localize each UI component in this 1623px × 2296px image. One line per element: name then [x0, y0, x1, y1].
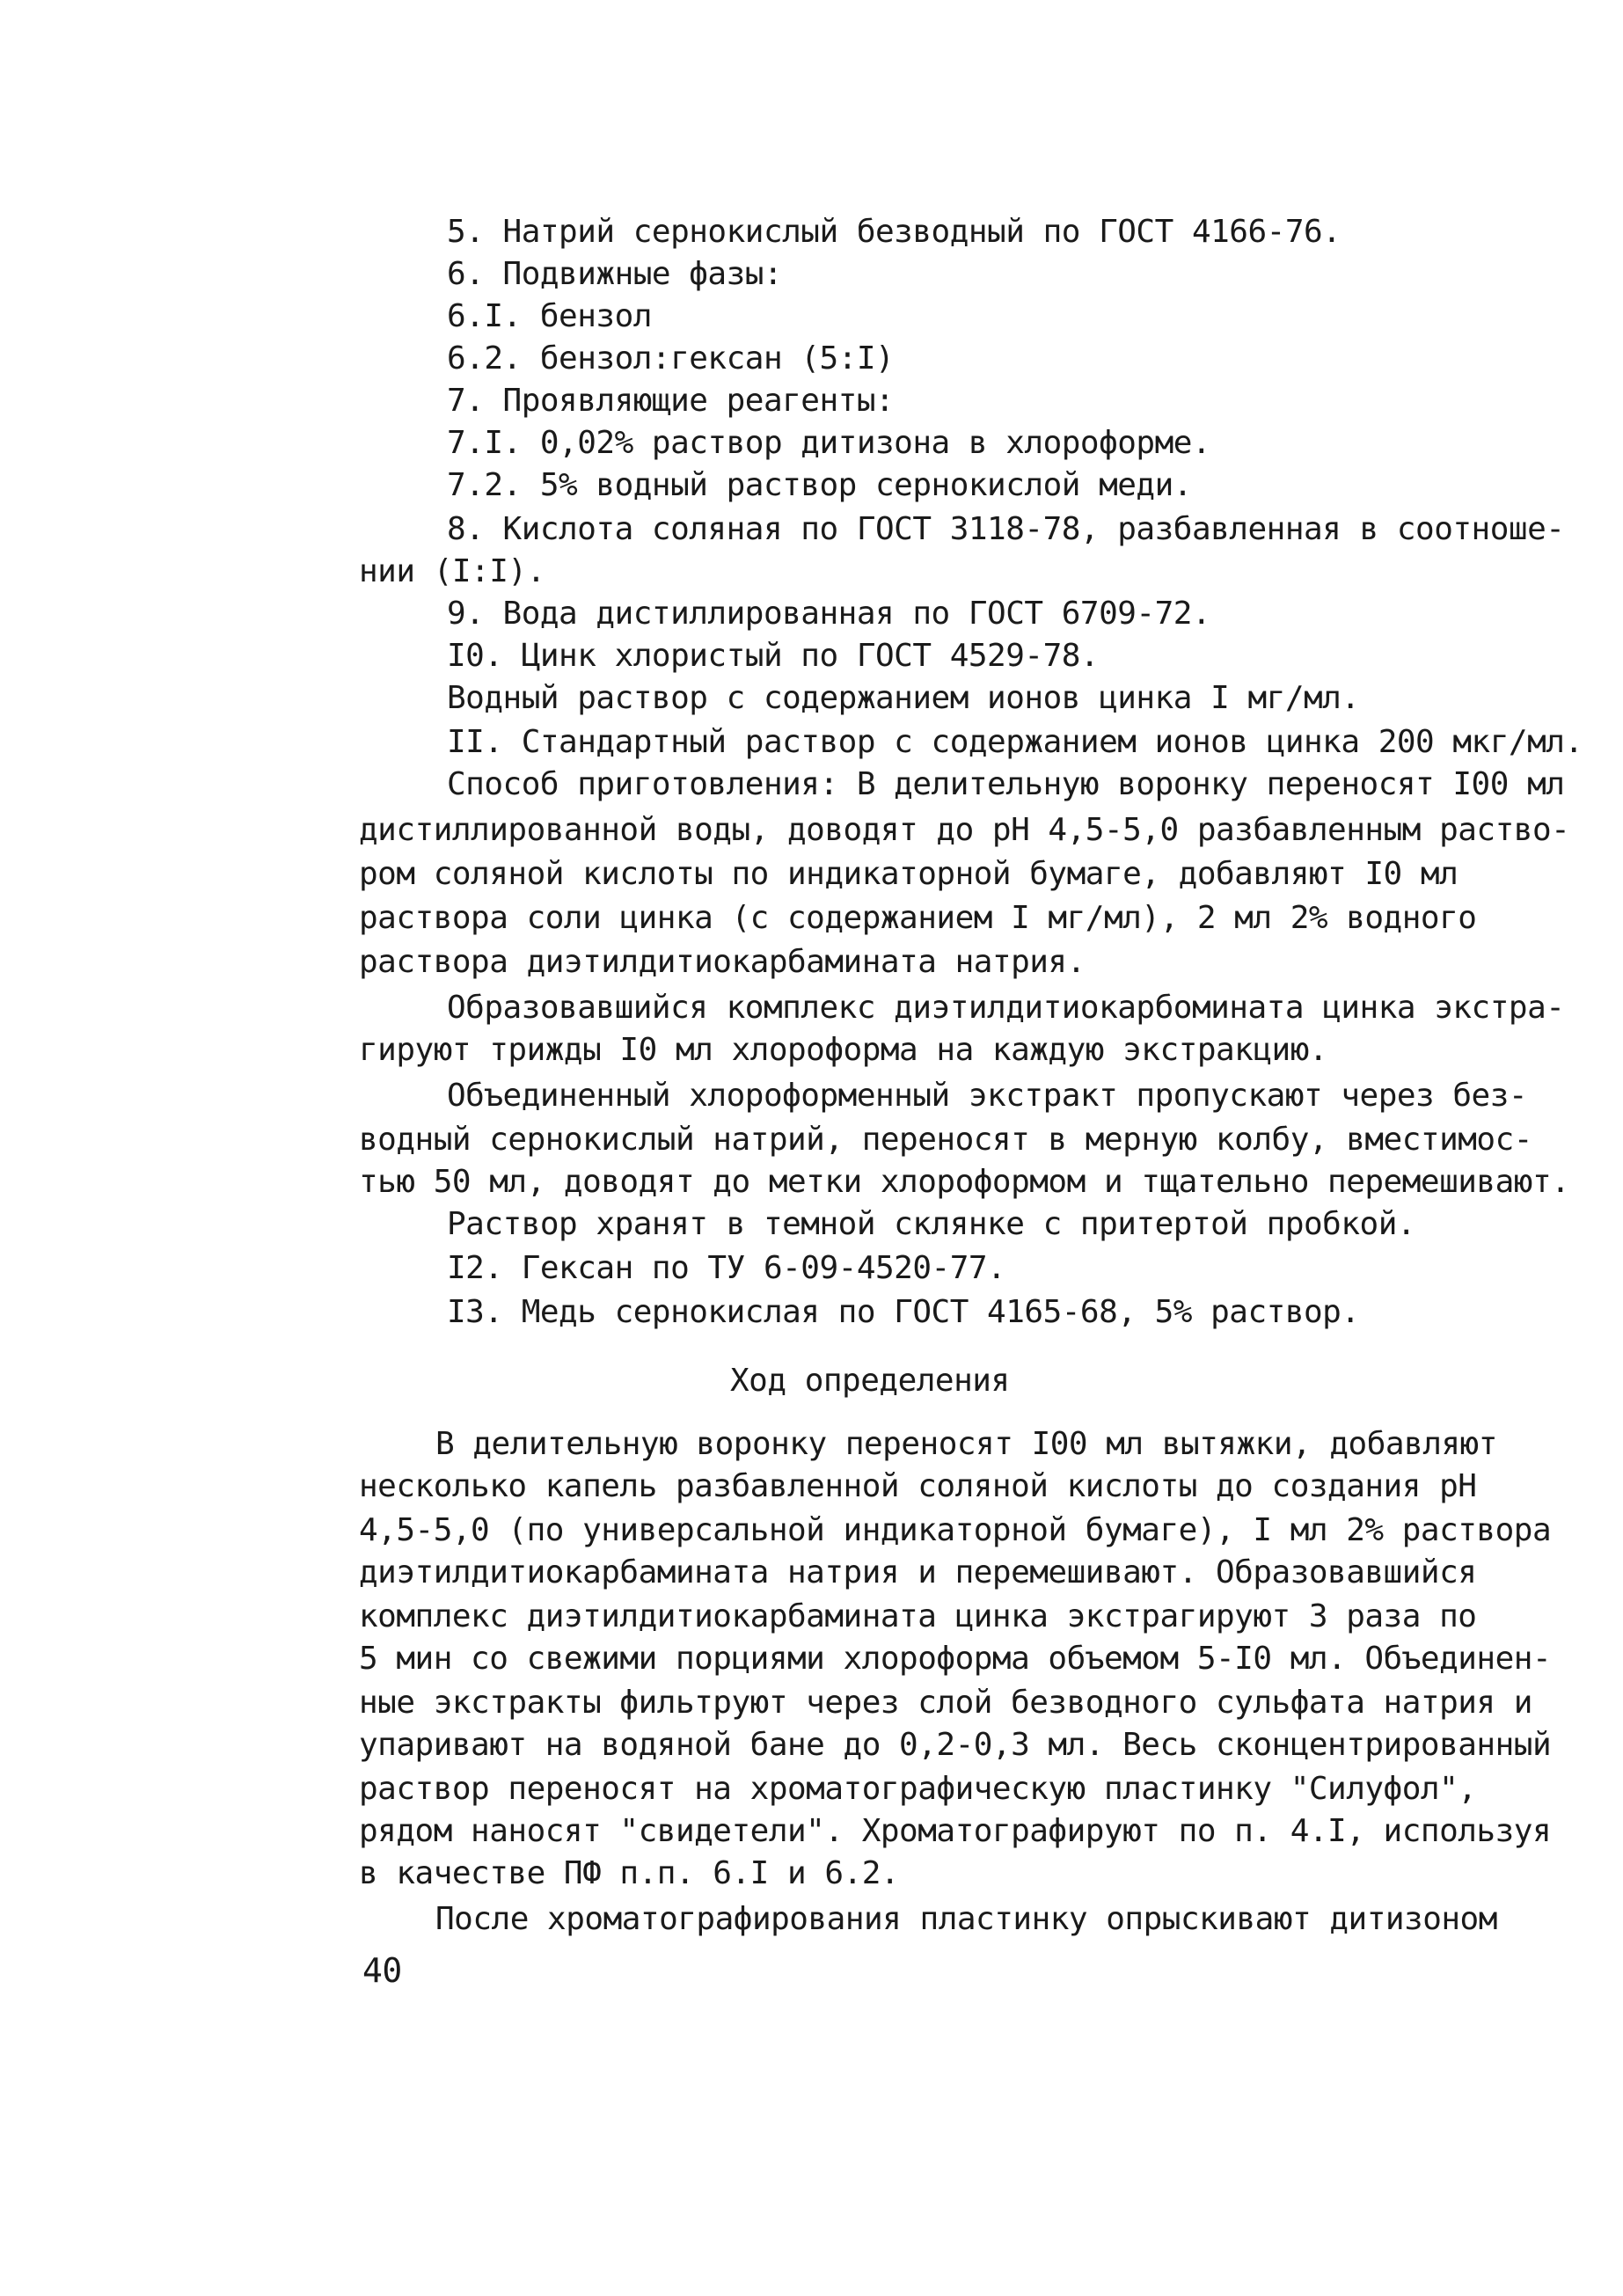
text-line: гируют трижды I0 мл хлороформа на каждую экстракцию.	[359, 1032, 1328, 1068]
text-line: диэтилдитиокарбамината натрия и перемешивают. Образовавшийся	[359, 1554, 1477, 1590]
text-line: дистиллированной воды, доводят до рН 4,5-5,0 разбавленным раство-	[359, 812, 1570, 848]
text-line: 7.2. 5% водный раствор сернокислой меди.	[447, 467, 1192, 503]
text-line: рядом наносят "свидетели". Хроматографируют по п. 4.I, используя	[359, 1813, 1552, 1849]
text-line: Водный раствор с содержанием ионов цинка I мг/мл.	[447, 680, 1360, 716]
text-line: 9. Вода дистиллированная по ГОСТ 6709-72.	[447, 596, 1211, 632]
text-line: Раствор хранят в темной склянке с притертой пробкой.	[447, 1206, 1416, 1242]
text-line: нии (I:I).	[359, 553, 545, 589]
text-line: 8. Кислота соляная по ГОСТ 3118-78, разбавленная в соотноше-	[447, 511, 1565, 547]
text-line: 6.2. бензол:гексан (5:I)	[447, 340, 895, 377]
page-number: 40	[362, 1951, 402, 1990]
section-heading: Ход определения	[730, 1363, 1010, 1399]
text-line: комплекс диэтилдитиокарбамината цинка экстрагируют 3 раза по	[359, 1598, 1477, 1634]
text-line: I0. Цинк хлористый по ГОСТ 4529-78.	[447, 638, 1100, 674]
text-line: раствор переносят на хроматографическую пластинку "Силуфол",	[359, 1771, 1477, 1807]
text-line: несколько капель разбавленной соляной кислоты до создания рН	[359, 1468, 1477, 1504]
text-line: в качестве ПФ п.п. 6.I и 6.2.	[359, 1855, 900, 1891]
text-line: 7.I. 0,02% раствор дитизона в хлороформе.	[447, 425, 1211, 461]
text-line: раствора соли цинка (с содержанием I мг/мл), 2 мл 2% водного	[359, 900, 1477, 936]
text-line: Образовавшийся комплекс диэтилдитиокарбомината цинка экстра-	[447, 990, 1565, 1026]
text-line: 7. Проявляющие реагенты:	[447, 383, 895, 419]
text-line: 5 мин со свежими порциями хлороформа объемом 5-I0 мл. Объединен-	[359, 1641, 1552, 1677]
text-line: 6.I. бензол	[447, 298, 652, 334]
text-line: 6. Подвижные фазы:	[447, 256, 783, 292]
text-line: После хроматографирования пластинку опрыскивают дитизоном	[435, 1901, 1497, 1937]
text-line: тью 50 мл, доводят до метки хлороформом и тщательно перемешивают.	[359, 1164, 1570, 1200]
text-line: I2. Гексан по ТУ 6-09-4520-77.	[447, 1250, 1006, 1286]
text-line: ром соляной кислоты по индикаторной бумаге, добавляют I0 мл	[359, 856, 1459, 892]
text-line: Объединенный хлороформенный экстракт пропускают через без-	[447, 1078, 1528, 1114]
text-line: 5. Натрий сернокислый безводный по ГОСТ 4166-76.	[447, 214, 1342, 250]
text-line: I3. Медь сернокислая по ГОСТ 4165-68, 5% раствор.	[447, 1294, 1360, 1330]
text-line: водный сернокислый натрий, переносят в мерную колбу, вместимос-	[359, 1122, 1532, 1158]
text-line: II. Стандартный раствор с содержанием ионов цинка 200 мкг/мл.	[447, 724, 1583, 760]
text-line: В делительную воронку переносят I00 мл вытяжки, добавляют	[435, 1426, 1497, 1462]
text-line: 4,5-5,0 (по универсальной индикаторной бумаге), I мл 2% раствора	[359, 1512, 1552, 1548]
text-line: ные экстракты фильтруют через слой безводного сульфата натрия и	[359, 1685, 1532, 1721]
text-line: раствора диэтилдитиокарбамината натрия.	[359, 944, 1086, 980]
text-line: упаривают на водяной бане до 0,2-0,3 мл. Весь сконцентрированный	[359, 1727, 1552, 1763]
text-line: Способ приготовления: В делительную воронку переносят I00 мл	[447, 766, 1565, 802]
